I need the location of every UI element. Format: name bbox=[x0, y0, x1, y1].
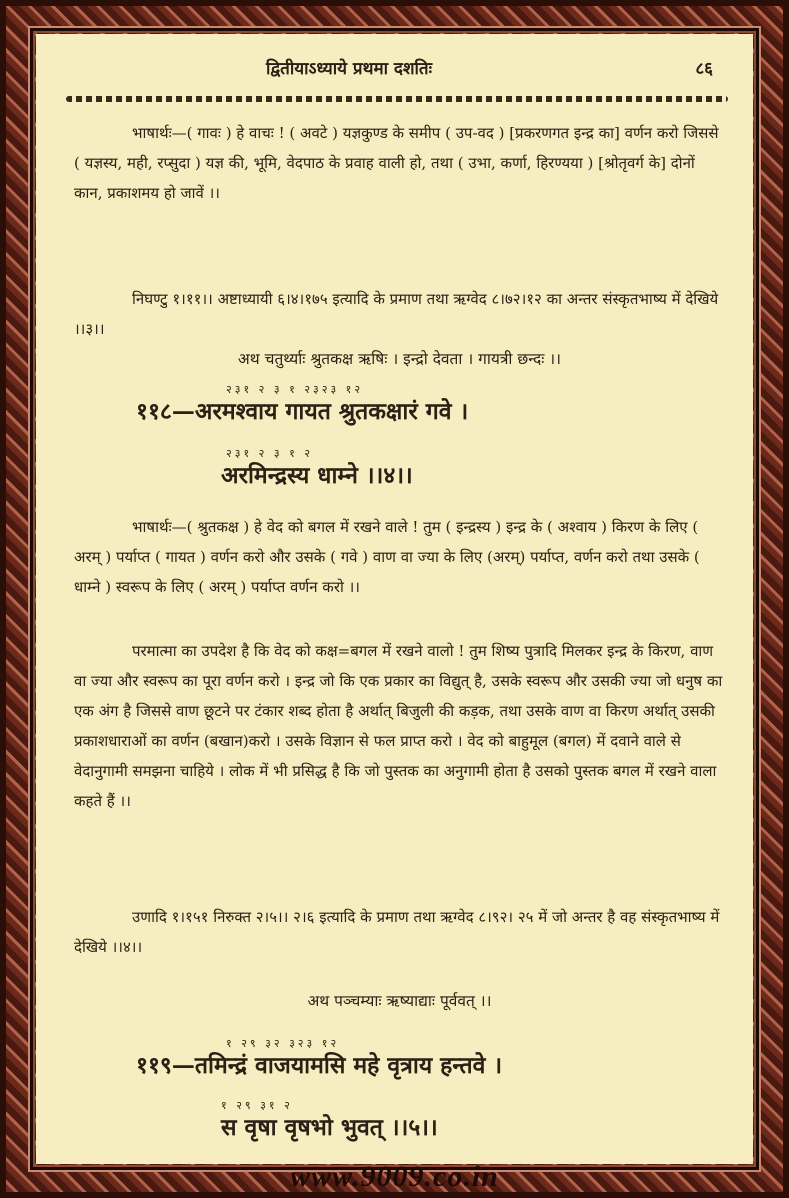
page-number: ८६ bbox=[695, 59, 713, 79]
book-page bbox=[36, 34, 753, 1164]
running-header bbox=[36, 56, 753, 86]
mantra-accent-marks: १ २९ ३१ २ bbox=[221, 1099, 293, 1112]
chapter-title: द्वितीयाऽध्याये प्रथमा दशतिः bbox=[266, 59, 433, 79]
references-paragraph-block bbox=[36, 902, 753, 962]
mantra-119-line-2: स वृषा वृषभो भुवत् ।।५।। bbox=[221, 1114, 438, 1141]
references-paragraph-block bbox=[36, 284, 753, 344]
section-5-intro-block bbox=[36, 986, 753, 1016]
section-3-commentary bbox=[36, 118, 753, 208]
references-paragraph: निघण्टु १।११।। अष्टाध्यायी ६।४।१७५ इत्यादि के प्रमाण तथा ऋग्वेद ८।७२।१२ का अन्तर संस्कृतभाष्य में देखिये ।।३।। bbox=[74, 290, 719, 338]
explanation-block bbox=[36, 636, 753, 816]
references-paragraph: उणादि १।१५१ निरुक्त २।५।। २।६ इत्यादि के प्रमाण तथा ऋग्वेद ८।९२। २५ में जो अन्तर है वह संस्कृतभाष्य में देखिये ।।४।। bbox=[74, 908, 720, 956]
mantra-119-line-1: ११९—तमिन्द्रं वाजयामसि महे वृत्राय हन्तवे । bbox=[136, 1052, 503, 1079]
rishi-devata-line: अथ चतुर्थ्याः श्रुतकक्ष ऋषिः । इन्द्रो देवता । गायत्री छन्दः ।। bbox=[237, 350, 562, 368]
mantra-accent-marks: १ २९ ३२ ३२३ १२ bbox=[226, 1037, 340, 1050]
website-watermark: www.9009.co.in bbox=[290, 1160, 499, 1193]
meaning-paragraph: भाषार्थः—( गावः ) हे वाचः ! ( अवटे ) यज्ञकुण्ड के समीप ( उप-वद ) [प्रकरणगत इन्द्र का] वर्णन करो जिससे ( यज्ञस्य, मही, रप्सुदा ) यज्ञ की, भूमि, वेदपाठ के प्रवाह वाली हो, तथा ( उभा, कर्णा, हिरण्यया ) [श्रोतृवर्ग के] दोनों कान, प्रकाशमय हो जावें ।। bbox=[74, 124, 719, 202]
section-4-commentary bbox=[36, 512, 753, 602]
meaning-paragraph: भाषार्थः—( श्रुतकक्ष ) हे वेद को बगल में रखने वाले ! तुम ( इन्द्रस्य ) इन्द्र के ( अश्वाय ) किरण के लिए ( अरम् ) पर्याप्त ( गायत ) वर्णन करो और उसके ( गवे ) वाण वा ज्या के लिए (अरम्) पर्याप्त, वर्णन करो तथा उसके ( धाम्ने ) स्वरूप के लिए ( अरम् ) पर्याप्त वर्णन करो ।। bbox=[74, 518, 700, 596]
section-4-intro-block bbox=[36, 344, 753, 374]
mantra-118-line-1: ११८—अरमश्वाय गायत श्रुतकक्षारं गवे । bbox=[136, 398, 469, 425]
mantra-118-line-2: अरमिन्द्रस्य धाम्ने ।।४।। bbox=[221, 462, 413, 489]
explanation-paragraph: परमात्मा का उपदेश है कि वेद को कक्ष=बगल में रखने वालो ! तुम शिष्य पुत्रादि मिलकर इन्द्र के किरण, वाण वा ज्या और स्वरूप का पूरा वर्णन करो । इन्द्र जो कि एक प्रकार का विद्युत् है, उसके स्वरूप और उसकी ज्या जो धनुष का एक अंग है जिससे वाण छूटने पर टंकार शब्द होता है अर्थात् बिजुली की कड़क, तथा उसके वाण वा किरण अर्थात् उसकी प्रकाशधाराओं का वर्णन (बखान)करो । उसके विज्ञान से फल प्राप्त करो । वेद को बाहुमूल (बगल) में दवाने वाले से वेदानुगामी समझना चाहिये । लोक में भी प्रसिद्ध है कि जो पुस्तक का अनुगामी होता है उसको पुस्तक बगल में रखने वाला कहते हैं ।। bbox=[74, 642, 723, 810]
mantra-accent-marks: २३१ २ ३ १ २३२३ १२ bbox=[226, 383, 364, 396]
mantra-accent-marks: २३१ २ ३ १ २ bbox=[226, 447, 314, 460]
rishi-devata-line: अथ पञ्चम्याः ऋष्याद्याः पूर्ववत् ।। bbox=[307, 992, 492, 1010]
decorative-divider bbox=[66, 96, 728, 102]
